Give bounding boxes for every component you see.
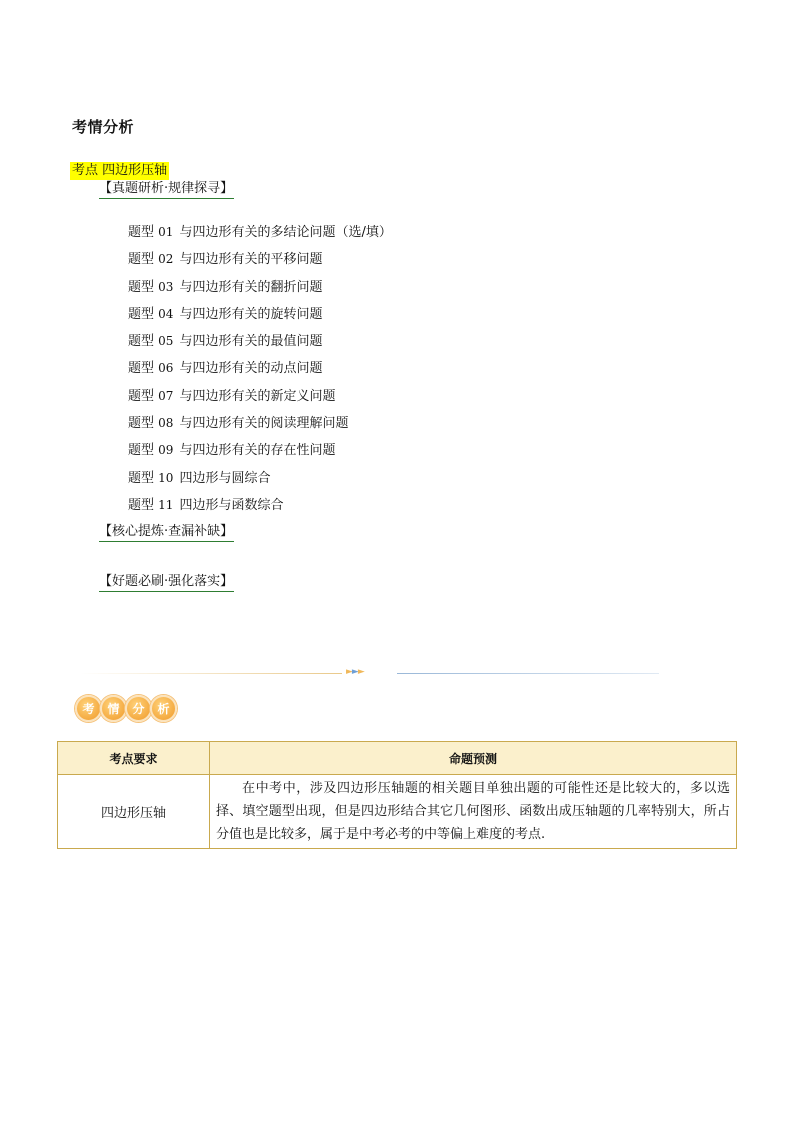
header-requirement: 考点要求: [58, 742, 210, 775]
prediction-cell: 在中考中，涉及四边形压轴题的相关题目单独出题的可能性还是比较大的，多以选择、填空题型出现，但是四边形结合其它几何图形、函数出成压轴题的几率特别大，所占分值也是比较多，属于是中考必考的中等偏上难度的考点.: [210, 775, 737, 849]
question-type-title: 四边形与函数综合: [179, 497, 284, 513]
divider-left: [80, 673, 342, 674]
question-type-item[interactable]: [128, 440, 392, 467]
table-header-row: [58, 742, 737, 775]
badge-char: 考: [75, 695, 102, 722]
question-type-number: 05: [158, 334, 174, 349]
kaodian-heading: [70, 162, 169, 180]
section-link-core[interactable]: 【核心提炼·查漏补缺】: [99, 523, 234, 542]
kaoqing-badge: [75, 695, 175, 722]
question-type-item[interactable]: [128, 386, 392, 413]
question-type-prefix: 题型: [128, 361, 155, 377]
question-type-item[interactable]: [128, 304, 392, 331]
section-link-practice[interactable]: 【好题必刷·强化落实】: [99, 573, 234, 592]
question-type-number: 02: [158, 252, 174, 267]
question-type-title: 与四边形有关的多结论问题（选/填）: [179, 225, 392, 240]
kaodian-label: 考点: [72, 163, 99, 178]
question-type-prefix: 题型: [128, 334, 155, 350]
badge-char: 分: [125, 695, 152, 722]
question-type-prefix: 题型: [128, 252, 155, 268]
question-type-number: 01: [158, 225, 174, 239]
question-type-title: 与四边形有关的旋转问题: [179, 306, 323, 322]
question-type-title: 与四边形有关的最值问题: [179, 334, 323, 350]
question-type-number: 07: [158, 388, 174, 403]
header-prediction: 命题预测: [210, 742, 737, 775]
badge-char: 情: [100, 695, 127, 722]
question-type-title: 四边形与圆综合: [179, 470, 271, 486]
question-type-prefix: 题型: [128, 388, 155, 404]
question-type-title: 与四边形有关的存在性问题: [179, 443, 336, 459]
question-type-number: 10: [158, 470, 174, 485]
question-type-item[interactable]: [128, 495, 392, 522]
question-type-item[interactable]: [128, 358, 392, 385]
topic-cell: 四边形压轴: [58, 775, 210, 849]
kaodian-name: 四边形压轴: [102, 163, 168, 178]
question-type-prefix: 题型: [128, 443, 155, 459]
question-type-title: 与四边形有关的新定义问题: [179, 388, 336, 404]
arrow-decoration-icon: ►►►: [346, 667, 364, 677]
question-type-number: 11: [158, 497, 174, 512]
question-type-title: 与四边形有关的平移问题: [179, 252, 323, 268]
question-type-item[interactable]: [128, 331, 392, 358]
question-type-item[interactable]: [128, 413, 392, 440]
question-type-prefix: 题型: [128, 306, 155, 322]
question-type-item[interactable]: [128, 249, 392, 276]
badge-char: 析: [150, 695, 177, 722]
question-type-number: 06: [158, 361, 174, 376]
section-link-research[interactable]: 【真题研析·规律探寻】: [99, 180, 234, 199]
question-type-title: 与四边形有关的动点问题: [179, 361, 323, 377]
question-type-prefix: 题型: [128, 416, 155, 432]
question-type-prefix: 题型: [128, 470, 155, 486]
question-type-prefix: 题型: [128, 225, 155, 240]
question-type-item[interactable]: [128, 468, 392, 495]
question-type-number: 03: [158, 279, 174, 294]
table-row: [58, 775, 737, 849]
page-title: 考情分析: [72, 118, 135, 136]
question-type-item[interactable]: [128, 222, 392, 249]
question-type-prefix: 题型: [128, 279, 155, 295]
question-type-prefix: 题型: [128, 497, 155, 513]
question-type-number: 04: [158, 306, 174, 321]
question-type-title: 与四边形有关的阅读理解问题: [179, 416, 349, 432]
divider-right: [397, 673, 659, 674]
question-type-item[interactable]: [128, 277, 392, 304]
question-type-number: 09: [158, 443, 174, 458]
question-type-list: [128, 222, 392, 522]
question-type-number: 08: [158, 416, 174, 431]
question-type-title: 与四边形有关的翻折问题: [179, 279, 323, 295]
analysis-table: [57, 741, 737, 849]
